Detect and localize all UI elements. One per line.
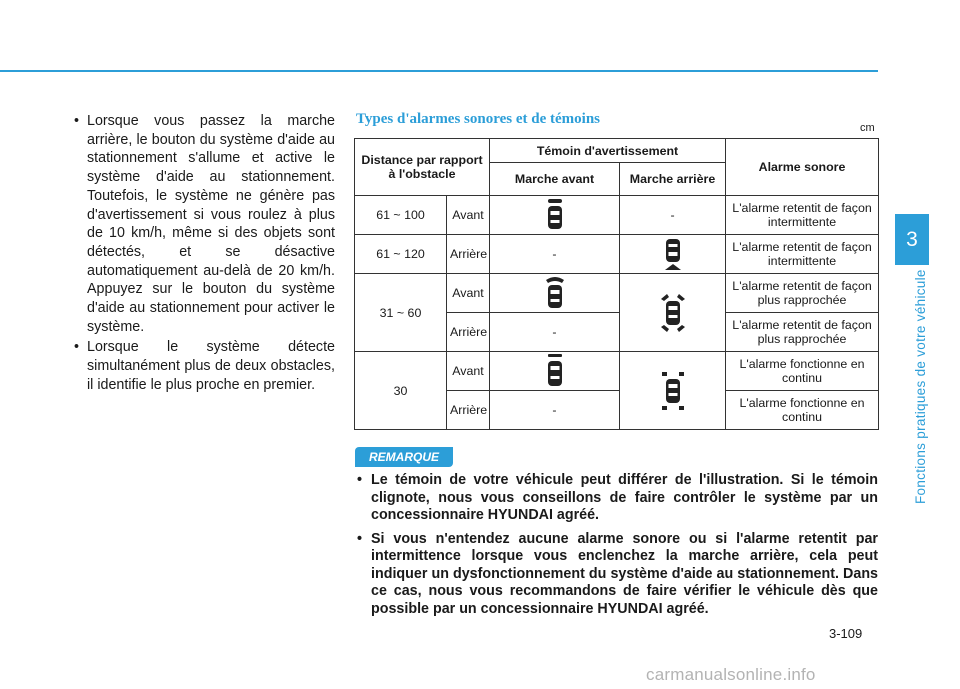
cell-alarme: L'alarme retentit de façon plus rapprochée <box>726 313 879 352</box>
cell-distance: 61 ~ 120 <box>355 235 447 274</box>
page-number: 3-109 <box>829 626 863 641</box>
cell-avant: - <box>490 313 620 352</box>
cell-arriere <box>620 274 726 352</box>
chapter-tab: 3 <box>895 214 929 265</box>
cell-avant: - <box>490 391 620 430</box>
cell-arriere: - <box>620 196 726 235</box>
cell-direction: Avant <box>447 274 490 313</box>
cell-avant <box>490 352 620 391</box>
header-temoin: Témoin d'avertissement <box>490 139 726 163</box>
left-bullet: • Lorsque le système détecte simultanément plus de deux obstacles, il identifie le plus proche en premier. <box>73 338 335 394</box>
section-title: Types d'alarmes sonores et de témoins <box>356 111 601 127</box>
cell-alarme: L'alarme fonctionne en continu <box>726 391 879 430</box>
car-front-warning-icon <box>544 198 566 232</box>
car-front-continuous-icon <box>544 353 566 389</box>
cell-alarme: L'alarme retentit de façon intermittente <box>726 235 879 274</box>
car-rear-warning-icon <box>662 237 684 271</box>
alarm-table <box>354 138 879 430</box>
left-column-text <box>73 112 335 397</box>
car-corners-continuous-icon <box>658 369 688 413</box>
remarque-badge: REMARQUE <box>355 447 453 467</box>
car-front-close-icon <box>543 275 567 311</box>
header-rule <box>0 70 878 72</box>
cell-direction: Avant <box>447 196 490 235</box>
header-marche-arriere: Marche arrière <box>620 163 726 196</box>
notes-block <box>356 472 878 624</box>
chapter-title: Fonctions pratiques de votre véhicule <box>913 269 928 504</box>
cell-direction: Arrière <box>447 313 490 352</box>
cell-alarme: L'alarme retentit de façon plus rapprochée <box>726 274 879 313</box>
watermark-text: carmanualsonline.info <box>646 665 816 684</box>
header-alarme: Alarme sonore <box>726 139 879 196</box>
cell-arriere <box>620 352 726 430</box>
cell-avant <box>490 196 620 235</box>
cell-distance: 61 ~ 100 <box>355 196 447 235</box>
table-row <box>355 235 879 274</box>
cell-avant: - <box>490 235 620 274</box>
header-marche-avant: Marche avant <box>490 163 620 196</box>
cell-distance: 30 <box>355 352 447 430</box>
left-bullet: • Lorsque vous passez la marche arrière, le bouton du système d'aide au stationnement s'allume et active le système d'aide au stationnement. Toutefois, le système ne génère pas d'avertissement si vous roulez à plus de 10 km/h, même si des objets sont détectés, et se désactive automatiquement au-delà de 20 km/h. Appuyez sur le bouton du système d'aide au stationnement pour activer le système. <box>73 112 335 336</box>
note-bullet: • Si vous n'entendez aucune alarme sonore ou si l'alarme retentit par intermittence lorsque vous enclenchez la marche arrière, cela peut indiquer un dysfonctionnement du système d'aide au stationnement. Dans ce cas, nous vous recommandons de faire vérifier le véhicule dès que possible par un concessionnaire HYUNDAI agréé. <box>356 531 878 619</box>
cell-direction: Arrière <box>447 235 490 274</box>
cell-alarme: L'alarme fonctionne en continu <box>726 352 879 391</box>
header-distance: Distance par rapport à l'obstacle <box>355 139 490 196</box>
table-row <box>355 274 879 313</box>
table-row <box>355 352 879 391</box>
cell-direction: Arrière <box>447 391 490 430</box>
cell-distance: 31 ~ 60 <box>355 274 447 352</box>
cell-alarme: L'alarme retentit de façon intermittente <box>726 196 879 235</box>
cell-direction: Avant <box>447 352 490 391</box>
cell-arriere <box>620 235 726 274</box>
note-bullet: • Le témoin de votre véhicule peut différer de l'illustration. Si le témoin clignote, nous vous conseillons de faire contrôler le système par un concessionnaire HYUNDAI agréé. <box>356 472 878 525</box>
cell-avant <box>490 274 620 313</box>
unit-label: cm <box>860 122 875 134</box>
table-row <box>355 196 879 235</box>
car-corners-close-icon <box>658 291 688 335</box>
